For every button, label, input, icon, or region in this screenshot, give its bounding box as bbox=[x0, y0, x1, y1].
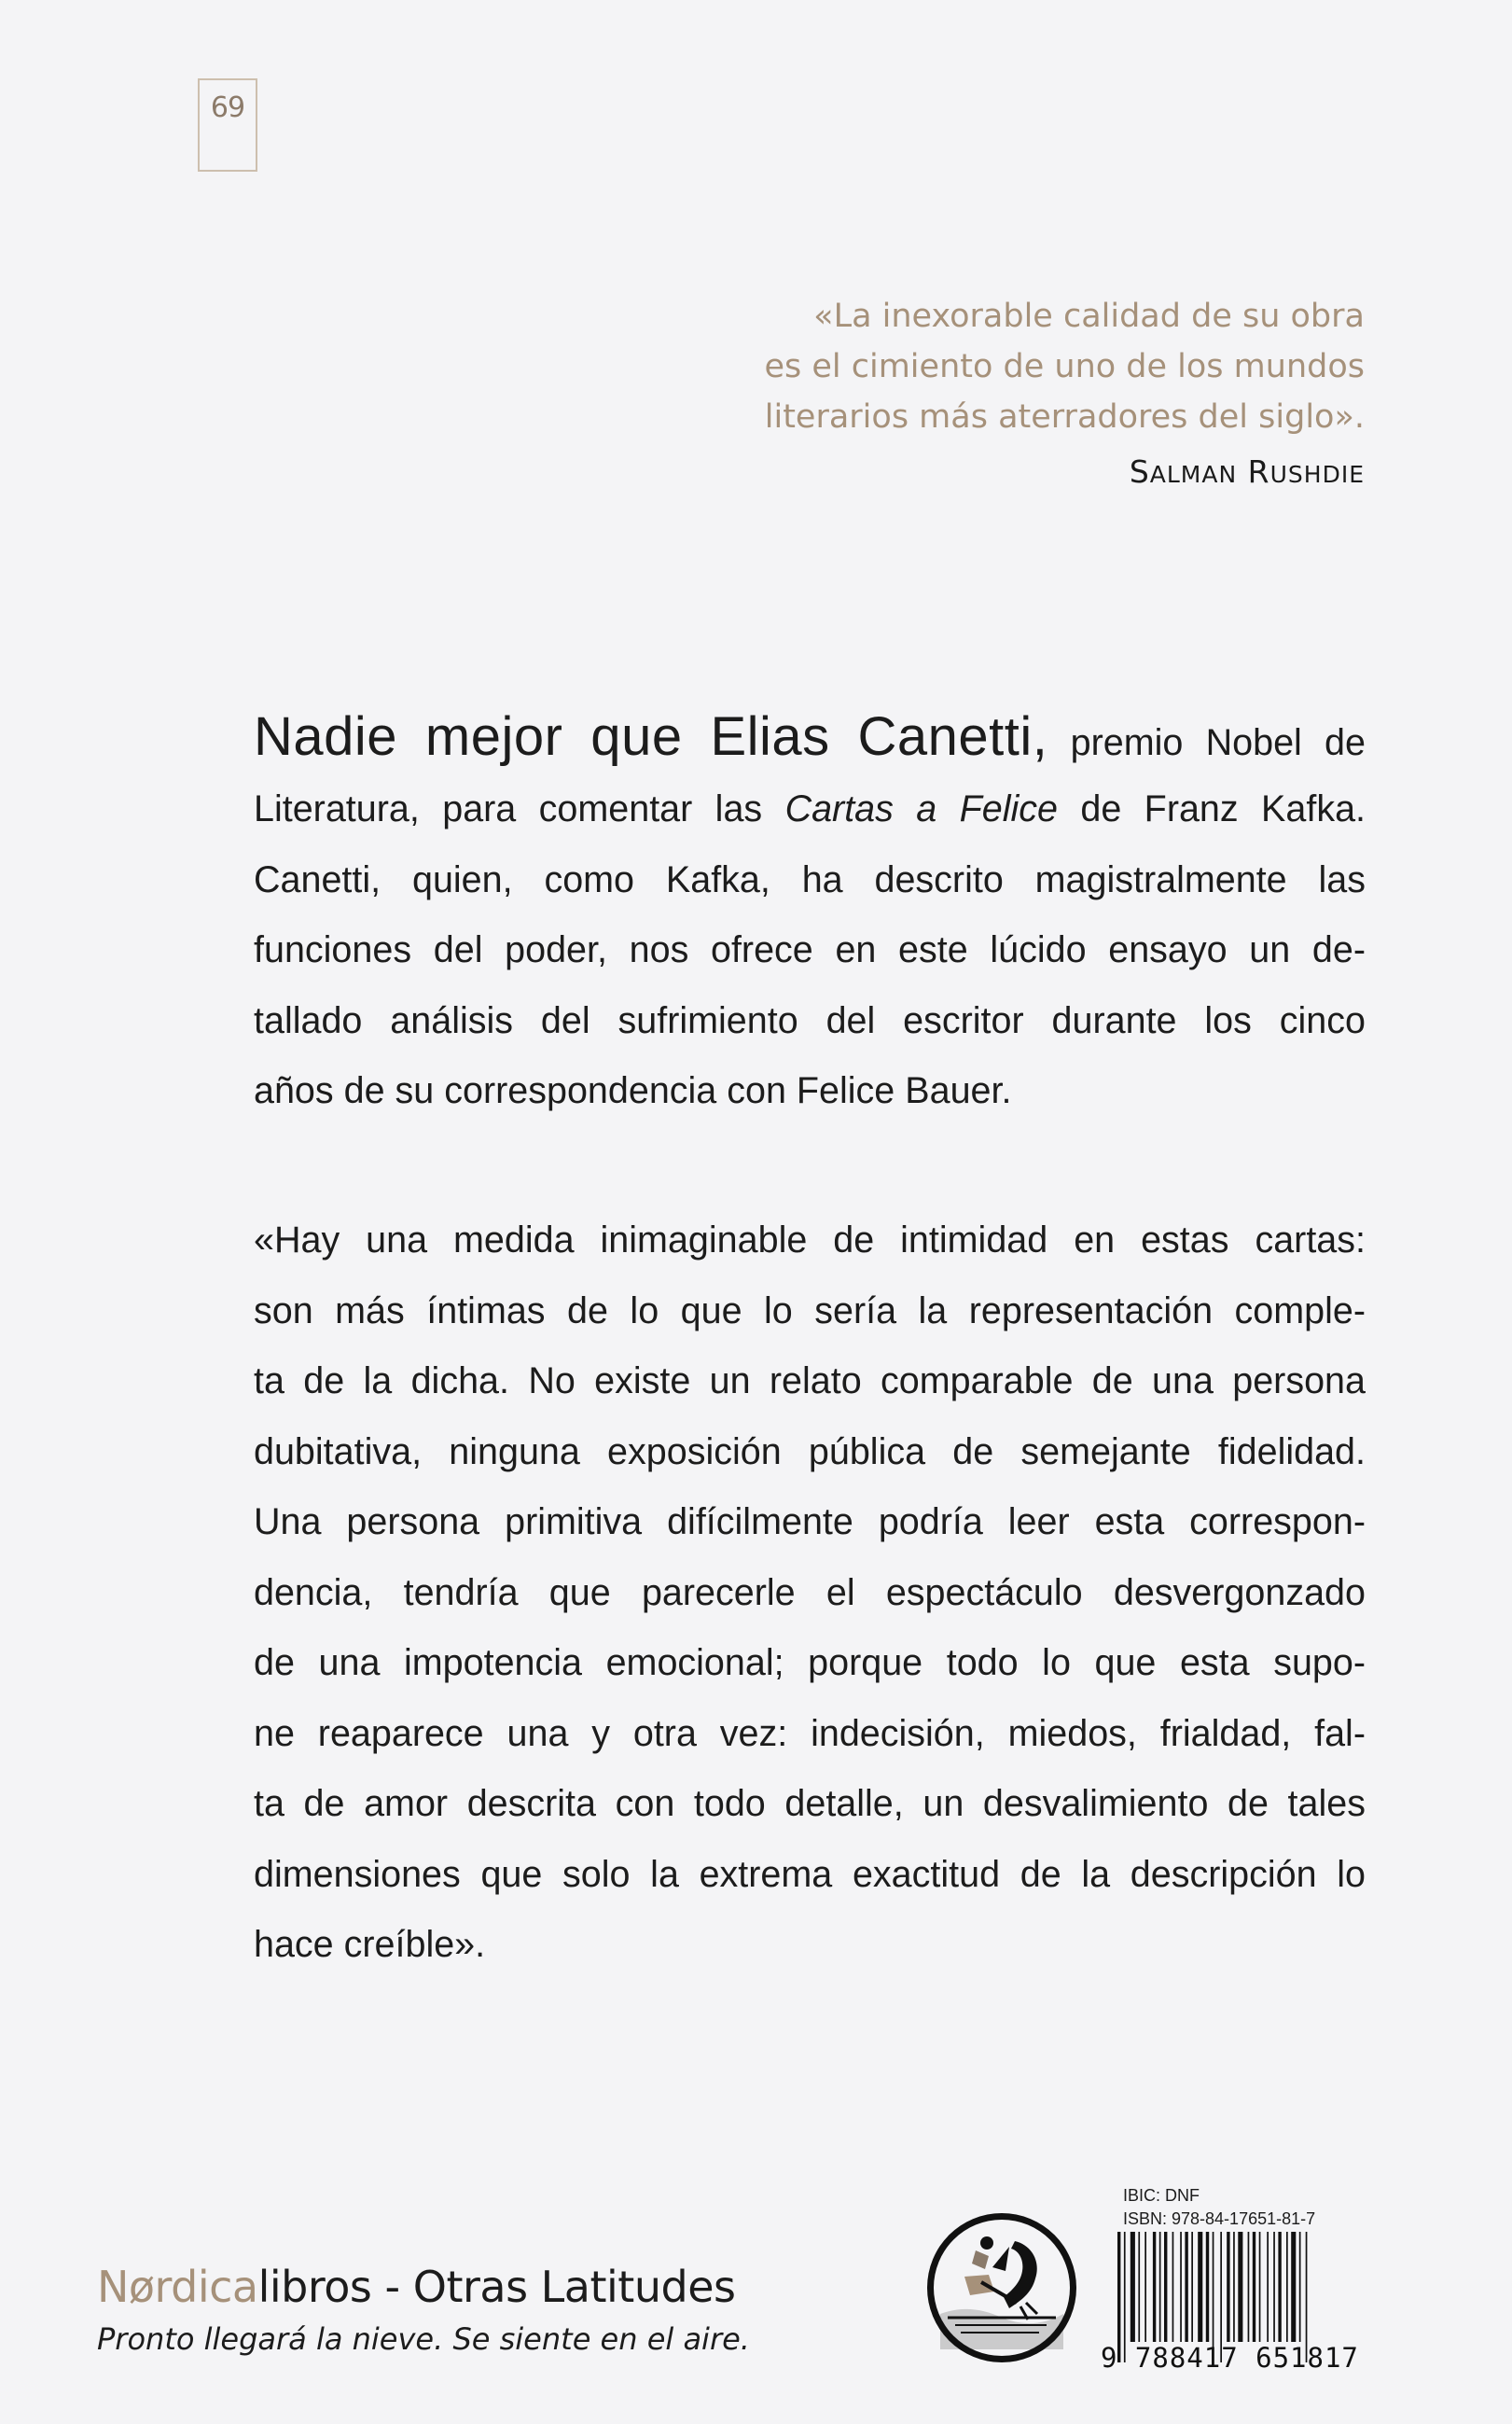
quote-line: ta de amor descrita con todo detalle, un desvalimiento de tales bbox=[254, 1783, 1366, 1824]
barcode-bar bbox=[1299, 2232, 1301, 2342]
quote-line: Una persona primitiva difícilmente podría leer esta correspon- bbox=[254, 1501, 1366, 1542]
barcode-bar bbox=[1172, 2232, 1174, 2342]
barcode-bar bbox=[1233, 2232, 1235, 2342]
book-codes bbox=[1123, 2184, 1315, 2231]
quote-line: de una impotencia emocional; porque todo lo que esta supo- bbox=[254, 1642, 1366, 1683]
isbn-code: ISBN: 978-84-17651-81-7 bbox=[1123, 2209, 1316, 2228]
ibic-code: IBIC: DNF bbox=[1123, 2186, 1200, 2205]
intro-paragraph bbox=[254, 700, 1366, 1127]
epigraph-author: SALMAN RUSHDIE bbox=[1129, 453, 1365, 490]
epigraph-line: «La inexorable calidad de su obra bbox=[813, 298, 1365, 335]
barcode-bar bbox=[1191, 2232, 1193, 2342]
barcode-bar bbox=[1238, 2232, 1242, 2342]
barcode-bar bbox=[1164, 2232, 1167, 2342]
quote-line: hace creíble». bbox=[254, 1924, 486, 1965]
quote-line: ne reaparece una y otra vez: indecisión, miedos, frialdad, fal- bbox=[254, 1712, 1366, 1754]
intro-line: funciones del poder, nos ofrece en este lúcido ensayo un de- bbox=[254, 929, 1366, 970]
epigraph-line: es el cimiento de uno de los mundos bbox=[764, 348, 1365, 385]
barcode-bar bbox=[1138, 2232, 1140, 2342]
barcode-bar bbox=[1159, 2232, 1161, 2342]
barcode-bar bbox=[1278, 2232, 1281, 2342]
barcode-bar bbox=[1291, 2232, 1296, 2342]
barcode-bar bbox=[1198, 2232, 1202, 2342]
barcode-bar bbox=[1267, 2232, 1269, 2342]
intro-line: años de su correspondencia con Felice Bauer. bbox=[254, 1070, 1012, 1111]
publisher-imprint: Nørdicalibros - Otras Latitudes bbox=[97, 2262, 736, 2312]
barcode-bar bbox=[1273, 2232, 1275, 2342]
barcode-bar bbox=[1227, 2232, 1229, 2342]
intro-lead: Nadie mejor que Elias Canetti, bbox=[254, 706, 1048, 767]
barcode-bar bbox=[1259, 2232, 1261, 2342]
barcode-bar bbox=[1253, 2232, 1255, 2342]
tagline: Pronto llegará la nieve. Se siente en el aire. bbox=[97, 2321, 750, 2357]
barcode-bar bbox=[1131, 2232, 1135, 2342]
barcode-bar bbox=[1144, 2232, 1146, 2342]
series-number: 69 bbox=[210, 91, 245, 124]
barcode-bar bbox=[1185, 2232, 1187, 2342]
intro-line: tallado análisis del sufrimiento del escritor durante los cinco bbox=[254, 999, 1366, 1041]
barcode-bar bbox=[1286, 2232, 1288, 2342]
quote-line: «Hay una medida inimaginable de intimidad en estas cartas: bbox=[254, 1219, 1366, 1261]
ean-number: 9 788417 651817 bbox=[1101, 2342, 1359, 2374]
barcode-bar bbox=[1180, 2232, 1182, 2342]
quote-line: ta de la dicha. No existe un relato comparable de una persona bbox=[254, 1360, 1366, 1401]
quote-line: dencia, tendría que parecerle el espectáculo desvergonzado bbox=[254, 1571, 1366, 1613]
series-number-box bbox=[198, 78, 257, 172]
barcode-bar bbox=[1153, 2232, 1156, 2342]
publisher-logo-icon bbox=[923, 2209, 1080, 2366]
barcode-bar bbox=[1206, 2232, 1209, 2342]
publisher-brand: Nørdica bbox=[97, 2262, 258, 2312]
epigraph-line: literarios más aterradores del siglo». bbox=[764, 398, 1365, 436]
quote-line: dubitativa, ninguna exposición pública de semejante fidelidad. bbox=[254, 1430, 1366, 1472]
quote-line: dimensiones que solo la extrema exactitud de la descripción lo bbox=[254, 1853, 1366, 1895]
intro-line: Canetti, quien, como Kafka, ha descrito magistralmente las bbox=[254, 858, 1366, 900]
epigraph bbox=[693, 291, 1365, 442]
book-title: Cartas a Felice bbox=[784, 788, 1058, 829]
intro-line: Literatura, para comentar las Cartas a Felice de Franz Kafka. bbox=[254, 788, 1366, 829]
quote-paragraph bbox=[254, 1205, 1366, 1981]
barcode-bar bbox=[1248, 2232, 1250, 2342]
intro-line: Nadie mejor que Elias Canetti, premio Nobel de bbox=[254, 706, 1366, 767]
quote-line: son más íntimas de lo que lo sería la representación comple- bbox=[254, 1289, 1366, 1331]
